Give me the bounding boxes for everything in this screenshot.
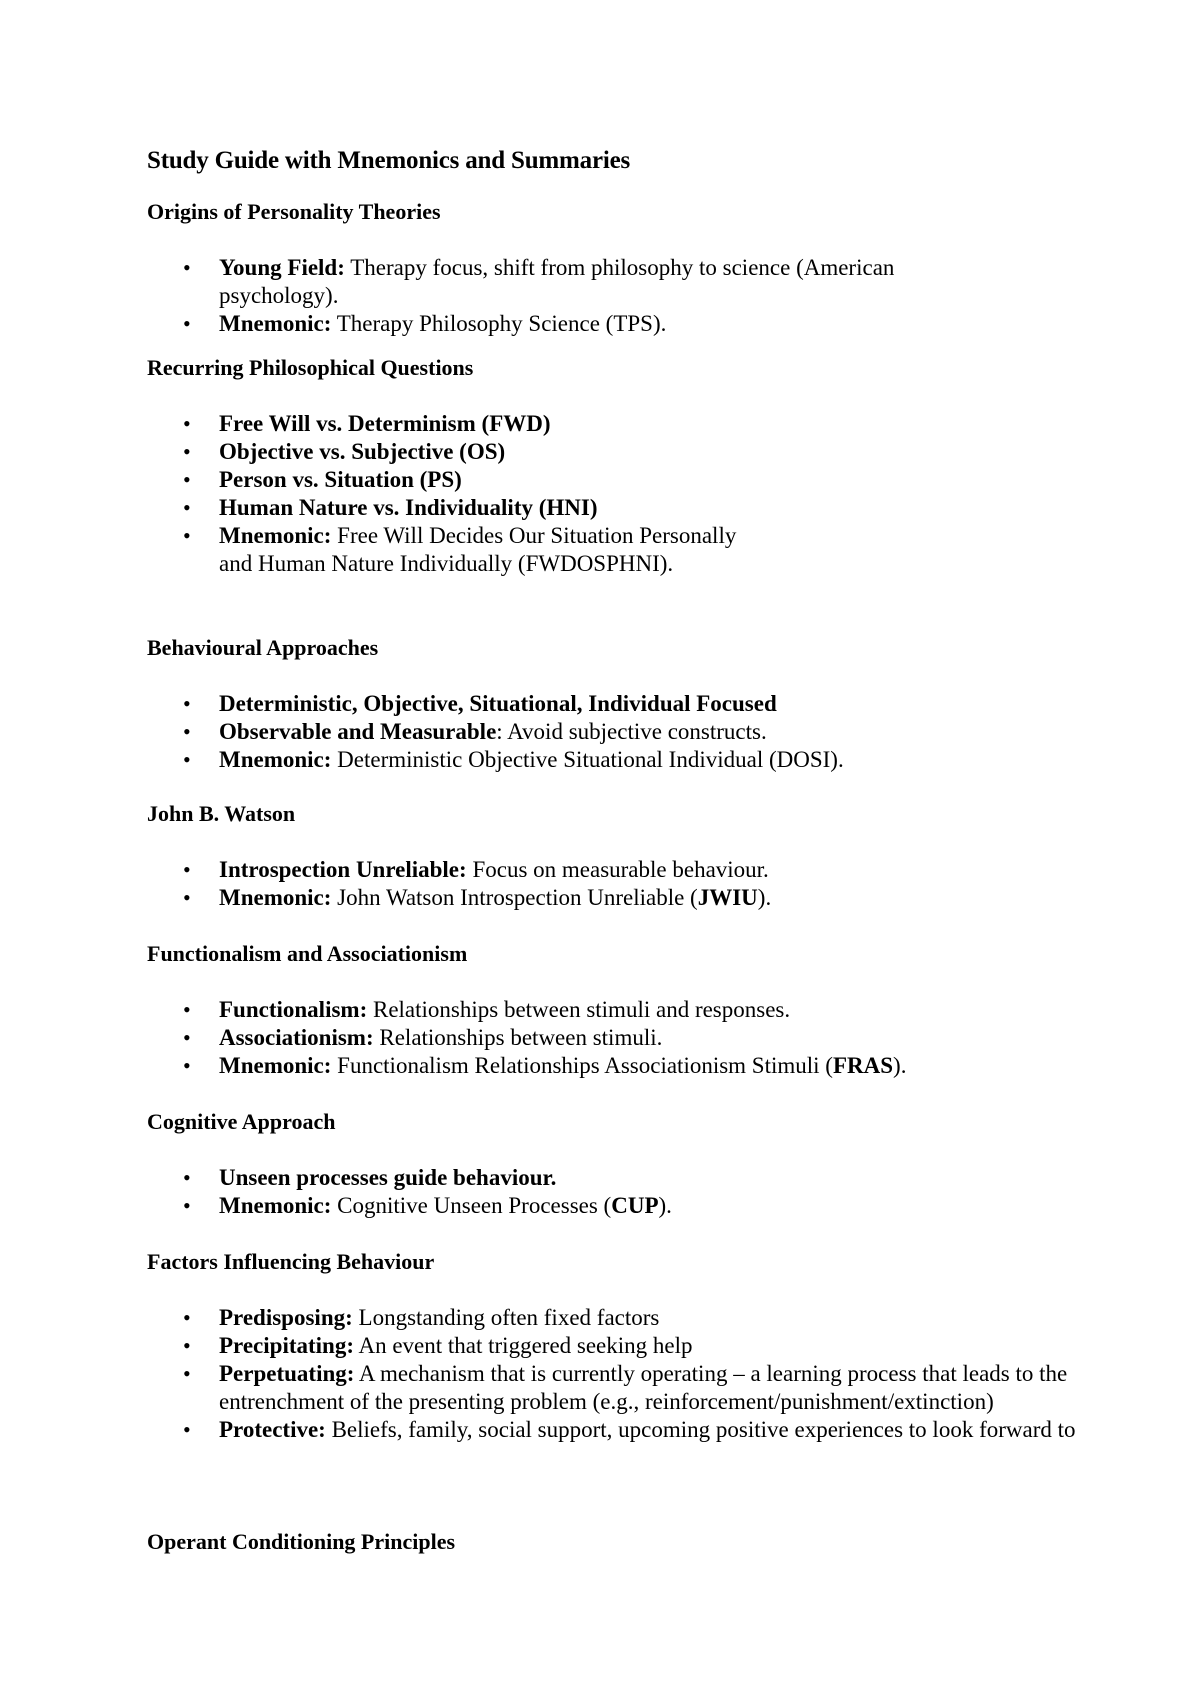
item-term: Associationism: [219, 1025, 374, 1050]
item-text: Free Will Decides Our Situation Personally [331, 523, 737, 548]
list-item [147, 1360, 1097, 1416]
item-text: : Avoid subjective constructs. [496, 719, 767, 744]
list-item [147, 1416, 1097, 1444]
section-john-watson [147, 800, 1107, 912]
bullet-list [147, 1304, 1097, 1444]
section-heading: Operant Conditioning Principles [147, 1529, 456, 1554]
list-item [147, 1332, 1097, 1360]
item-acronym: CUP [611, 1193, 659, 1218]
item-text: Focus on measurable behaviour. [466, 857, 769, 882]
section-cognitive-approach [147, 1108, 1107, 1220]
item-term: Mnemonic: [219, 885, 332, 910]
item-term: Perpetuating: [219, 1361, 355, 1386]
bullet-list [147, 996, 1107, 1080]
item-term: Mnemonic: [219, 1053, 332, 1078]
list-item [147, 494, 1107, 522]
item-term: Human Nature vs. Individuality (HNI) [219, 495, 598, 520]
item-term: Introspection Unreliable: [219, 857, 467, 882]
bullet-list [147, 856, 1107, 912]
list-item [147, 1052, 1107, 1080]
list-item [147, 718, 1107, 746]
item-term: Free Will vs. Determinism (FWD) [219, 411, 551, 436]
item-term: Young Field: [219, 255, 345, 280]
section-functionalism [147, 940, 1107, 1080]
item-term: Objective vs. Subjective (OS) [219, 439, 506, 464]
list-item [147, 522, 1107, 578]
bullet-list [147, 690, 1107, 774]
item-term: Mnemonic: [219, 311, 332, 336]
section-heading: Origins of Personality Theories [147, 199, 441, 224]
section-heading: Factors Influencing Behaviour [147, 1249, 435, 1274]
item-text: Therapy focus, shift from philosophy to science (American psychology). [219, 255, 895, 308]
section-factors-influencing [147, 1248, 1107, 1444]
section-behavioural-approaches [147, 634, 1107, 774]
list-item [147, 746, 1107, 774]
list-item [147, 310, 967, 338]
section-heading: Recurring Philosophical Questions [147, 355, 474, 380]
item-acronym: JWIU [697, 885, 758, 910]
section-heading: John B. Watson [147, 801, 296, 826]
item-tail: ). [893, 1053, 907, 1078]
item-term: Precipitating: [219, 1333, 354, 1358]
list-item [147, 466, 1107, 494]
item-term: Person vs. Situation (PS) [219, 467, 462, 492]
item-term: Mnemonic: [219, 1193, 332, 1218]
item-text: Relationships between stimuli. [373, 1025, 663, 1050]
item-text: John Watson Introspection Unreliable ( [331, 885, 698, 910]
item-acronym: FRAS [832, 1053, 894, 1078]
item-term: Unseen processes guide behaviour. [219, 1165, 557, 1190]
bullet-list [147, 254, 967, 338]
bullet-list [147, 410, 1107, 578]
item-text: Relationships between stimuli and responses. [367, 997, 791, 1022]
item-text: An event that triggered seeking help [354, 1333, 693, 1358]
item-text: A mechanism that is currently operating – a learning process that leads to the entrenchment of the presenting problem (e.g., reinforcement/punishment/extinction) [219, 1361, 1068, 1414]
item-term: Functionalism: [219, 997, 368, 1022]
item-term: Deterministic, Objective, Situational, Individual Focused [219, 691, 777, 716]
document-title: Study Guide with Mnemonics and Summaries [147, 147, 631, 174]
section-heading: Behavioural Approaches [147, 635, 379, 660]
item-text-continued: and Human Nature Individually (FWDOSPHNI). [219, 551, 674, 576]
section-philosophical-questions [147, 354, 1107, 578]
item-term: Protective: [219, 1417, 326, 1442]
item-tail: ). [658, 1193, 672, 1218]
list-item [147, 254, 967, 310]
list-item [147, 1024, 1107, 1052]
item-term: Predisposing: [219, 1305, 353, 1330]
item-term: Mnemonic: [219, 523, 332, 548]
section-heading: Cognitive Approach [147, 1109, 336, 1134]
section-operant-conditioning [147, 1528, 1107, 1584]
list-item [147, 1304, 1097, 1332]
item-text: Deterministic Objective Situational Individual (DOSI). [331, 747, 844, 772]
list-item [147, 996, 1107, 1024]
list-item [147, 1192, 1107, 1220]
item-text: Longstanding often fixed factors [352, 1305, 660, 1330]
section-origins [147, 198, 1107, 338]
item-text: Functionalism Relationships Associationism Stimuli ( [331, 1053, 833, 1078]
list-item [147, 438, 1107, 466]
list-item [147, 410, 1107, 438]
list-item [147, 1164, 1107, 1192]
item-tail: ). [757, 885, 772, 910]
section-heading: Functionalism and Associationism [147, 941, 468, 966]
item-text: Beliefs, family, social support, upcoming positive experiences to look forward to [325, 1417, 1076, 1442]
item-text: Therapy Philosophy Science (TPS). [331, 311, 667, 336]
bullet-list [147, 1164, 1107, 1220]
list-item [147, 690, 1107, 718]
list-item [147, 856, 1107, 884]
item-text: Cognitive Unseen Processes ( [331, 1193, 612, 1218]
item-term: Observable and Measurable [219, 719, 497, 744]
item-term: Mnemonic: [219, 747, 332, 772]
list-item [147, 884, 1107, 912]
